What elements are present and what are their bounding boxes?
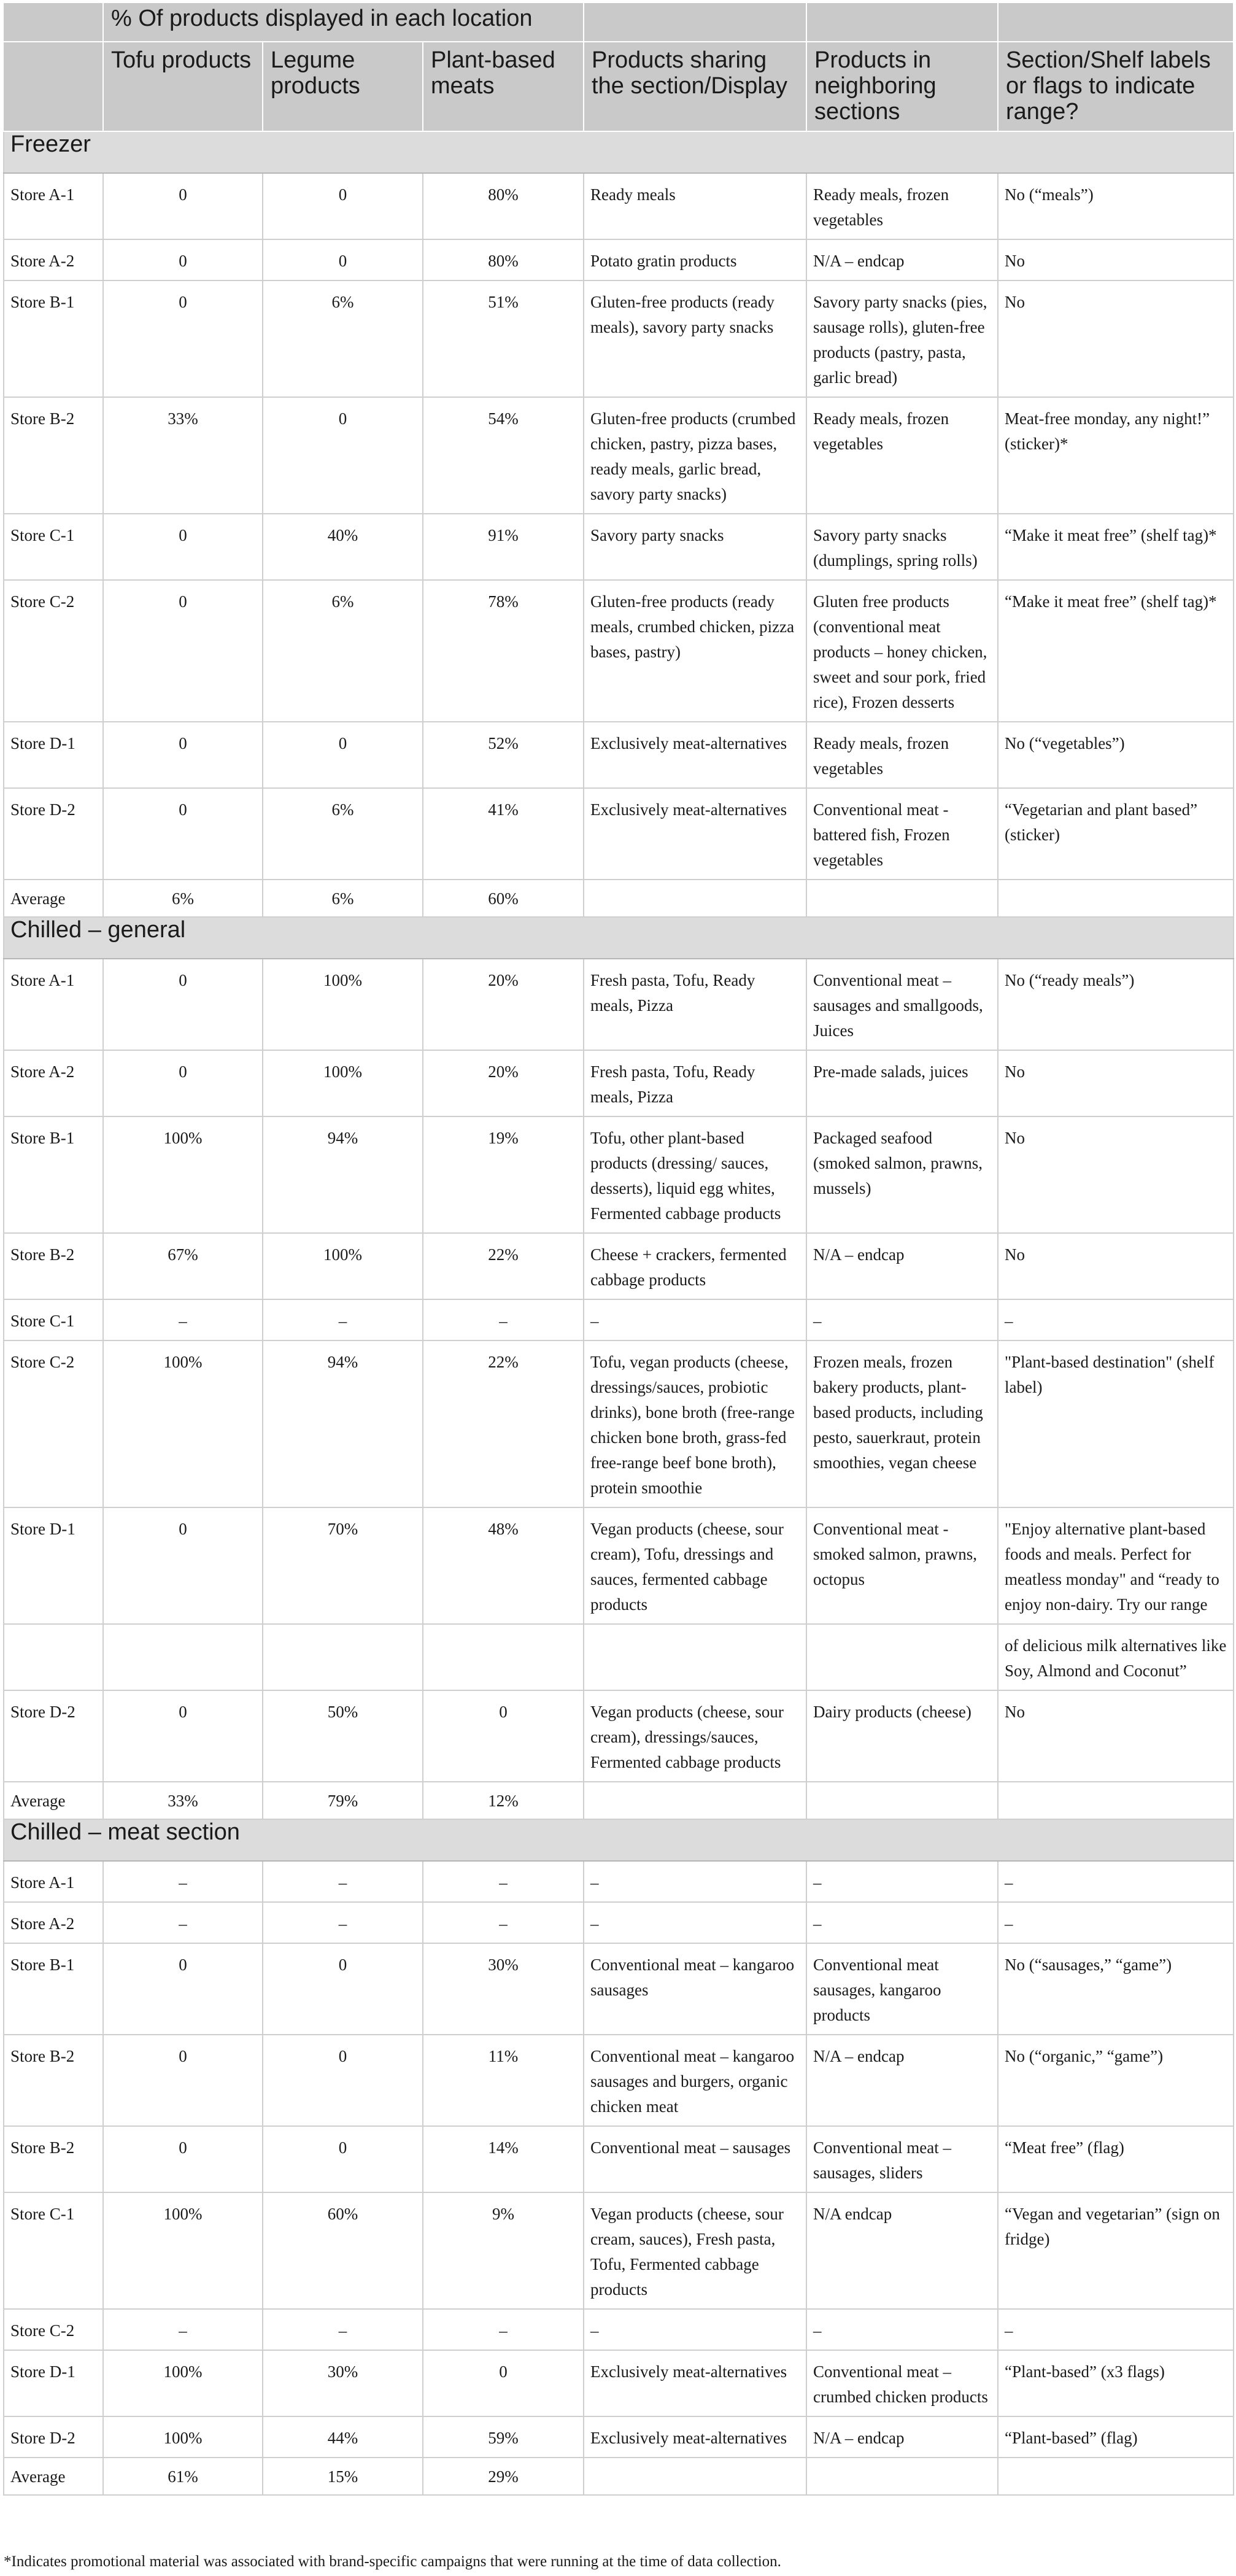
labels-cell: “Make it meat free” (shelf tag)*: [998, 580, 1234, 722]
legume-cell: 94%: [263, 1340, 423, 1507]
column-header-labels: Section/Shelf labels or flags to indicate range?: [998, 42, 1234, 131]
legume-cell: 0: [263, 173, 423, 239]
sharing-cell: –: [584, 1861, 806, 1902]
table-header: [4, 3, 1234, 131]
tofu-cell: 6%: [103, 880, 263, 917]
plant-based-meats-cell: 12%: [423, 1782, 584, 1819]
plant-based-meats-cell: [423, 1624, 584, 1690]
tofu-cell: –: [103, 1861, 263, 1902]
plant-based-meats-cell: 22%: [423, 1340, 584, 1507]
sharing-cell: Vegan products (cheese, sour cream, sauces), Fresh pasta, Tofu, Fermented cabbage products: [584, 2192, 806, 2309]
table-row: [4, 1943, 1234, 2035]
plant-based-meats-cell: 0: [423, 2350, 584, 2416]
tofu-cell: 0: [103, 722, 263, 788]
store-cell: [4, 1624, 103, 1690]
sharing-cell: Vegan products (cheese, sour cream), Tofu, dressings and sauces, fermented cabbage products: [584, 1507, 806, 1624]
store-cell: Average: [4, 2458, 103, 2495]
column-header-plant-based-meats: Plant-based meats: [423, 42, 584, 131]
header-blank-cell: [998, 3, 1234, 42]
labels-cell: [998, 880, 1234, 917]
data-table: [3, 3, 1234, 2496]
labels-cell: No: [998, 239, 1234, 280]
labels-cell: No (“ready meals”): [998, 959, 1234, 1050]
neighboring-cell: N/A – endcap: [806, 1233, 998, 1299]
labels-cell: No (“sausages,” “game”): [998, 1943, 1234, 2035]
store-cell: Store B-2: [4, 2126, 103, 2192]
sharing-cell: –: [584, 1902, 806, 1943]
legume-cell: 0: [263, 2035, 423, 2126]
plant-based-meats-cell: 0: [423, 1690, 584, 1782]
labels-cell: –: [998, 1861, 1234, 1902]
header-blank-cell: [806, 3, 998, 42]
tofu-cell: 100%: [103, 1116, 263, 1233]
store-cell: Store D-2: [4, 2416, 103, 2458]
neighboring-cell: Pre-made salads, juices: [806, 1050, 998, 1116]
legume-cell: 0: [263, 397, 423, 514]
store-cell: Store A-1: [4, 1861, 103, 1902]
average-row: [4, 2458, 1234, 2495]
labels-cell: "Enjoy alternative plant-based foods and meals. Perfect for meatless monday" and “ready to enjoy non-dairy. Try our range: [998, 1507, 1234, 1624]
table-row: [4, 1861, 1234, 1902]
legume-cell: 79%: [263, 1782, 423, 1819]
labels-cell: “Make it meat free” (shelf tag)*: [998, 514, 1234, 580]
tofu-cell: 0: [103, 2126, 263, 2192]
table-row: [4, 580, 1234, 722]
legume-cell: 100%: [263, 1050, 423, 1116]
legume-cell: 0: [263, 722, 423, 788]
plant-based-meats-cell: 11%: [423, 2035, 584, 2126]
labels-cell: –: [998, 1902, 1234, 1943]
table-row: [4, 239, 1234, 280]
table-row: [4, 280, 1234, 397]
plant-based-meats-cell: 30%: [423, 1943, 584, 2035]
footnote: *Indicates promotional material was associated with brand-specific campaigns that were running at the time of data collection.: [4, 2553, 781, 2570]
store-cell: Store A-1: [4, 959, 103, 1050]
average-row: [4, 880, 1234, 917]
plant-based-meats-cell: 52%: [423, 722, 584, 788]
tofu-cell: 100%: [103, 2350, 263, 2416]
table-row: [4, 2309, 1234, 2350]
store-cell: Store C-2: [4, 1340, 103, 1507]
store-cell: Store B-1: [4, 1943, 103, 2035]
tofu-cell: 100%: [103, 2416, 263, 2458]
table-row: [4, 397, 1234, 514]
sharing-cell: Cheese + crackers, fermented cabbage products: [584, 1233, 806, 1299]
store-cell: Store C-1: [4, 2192, 103, 2309]
legume-cell: 40%: [263, 514, 423, 580]
tofu-cell: 0: [103, 514, 263, 580]
sharing-cell: Conventional meat – sausages: [584, 2126, 806, 2192]
legume-cell: 0: [263, 239, 423, 280]
plant-based-meats-cell: 80%: [423, 239, 584, 280]
table-row: [4, 173, 1234, 239]
sharing-cell: Conventional meat – kangaroo sausages: [584, 1943, 806, 2035]
plant-based-meats-cell: 9%: [423, 2192, 584, 2309]
neighboring-cell: N/A endcap: [806, 2192, 998, 2309]
legume-cell: 15%: [263, 2458, 423, 2495]
sharing-cell: Exclusively meat-alternatives: [584, 2416, 806, 2458]
average-row: [4, 1782, 1234, 1819]
tofu-cell: 0: [103, 580, 263, 722]
header-row-columns: [4, 42, 1234, 131]
neighboring-cell: [806, 880, 998, 917]
legume-cell: 44%: [263, 2416, 423, 2458]
labels-cell: "Plant-based destination" (shelf label): [998, 1340, 1234, 1507]
table-row: [4, 1902, 1234, 1943]
section-title: Chilled – general: [4, 917, 1234, 959]
plant-based-meats-cell: 29%: [423, 2458, 584, 2495]
table-row: [4, 1116, 1234, 1233]
neighboring-cell: Savory party snacks (pies, sausage rolls), gluten-free products (pastry, pasta, garlic bread): [806, 280, 998, 397]
plant-based-meats-cell: 51%: [423, 280, 584, 397]
legume-cell: 6%: [263, 280, 423, 397]
column-header-legume: Legume products: [263, 42, 423, 131]
table-row: [4, 1233, 1234, 1299]
neighboring-cell: –: [806, 2309, 998, 2350]
legume-cell: –: [263, 2309, 423, 2350]
store-cell: Store D-2: [4, 788, 103, 880]
sharing-cell: Conventional meat – kangaroo sausages and burgers, organic chicken meat: [584, 2035, 806, 2126]
store-cell: Store B-1: [4, 280, 103, 397]
plant-based-meats-cell: –: [423, 1902, 584, 1943]
legume-cell: 0: [263, 2126, 423, 2192]
header-row-group: [4, 3, 1234, 42]
neighboring-cell: Conventional meat sausages, kangaroo products: [806, 1943, 998, 2035]
sharing-cell: Exclusively meat-alternatives: [584, 722, 806, 788]
section-title: Chilled – meat section: [4, 1819, 1234, 1861]
table-row: [4, 1299, 1234, 1340]
sharing-cell: Exclusively meat-alternatives: [584, 788, 806, 880]
table-row: [4, 2192, 1234, 2309]
plant-based-meats-cell: –: [423, 1861, 584, 1902]
neighboring-cell: Ready meals, frozen vegetables: [806, 397, 998, 514]
sharing-cell: Tofu, other plant-based products (dressing/ sauces, desserts), liquid egg whites, Fermented cabbage products: [584, 1116, 806, 1233]
legume-cell: –: [263, 1902, 423, 1943]
section-header-row: [4, 917, 1234, 959]
neighboring-cell: Ready meals, frozen vegetables: [806, 173, 998, 239]
store-cell: Average: [4, 1782, 103, 1819]
neighboring-cell: N/A – endcap: [806, 2035, 998, 2126]
tofu-cell: 0: [103, 173, 263, 239]
neighboring-cell: Packaged seafood (smoked salmon, prawns, mussels): [806, 1116, 998, 1233]
store-cell: Store B-2: [4, 2035, 103, 2126]
tofu-cell: 0: [103, 280, 263, 397]
plant-based-meats-cell: 80%: [423, 173, 584, 239]
neighboring-cell: Dairy products (cheese): [806, 1690, 998, 1782]
tofu-cell: 0: [103, 1507, 263, 1624]
neighboring-cell: Conventional meat - battered fish, Frozen vegetables: [806, 788, 998, 880]
plant-based-meats-cell: –: [423, 1299, 584, 1340]
column-header-tofu: Tofu products: [103, 42, 263, 131]
section-header-row: [4, 1819, 1234, 1861]
tofu-cell: –: [103, 1902, 263, 1943]
header-blank-cell: [584, 3, 806, 42]
legume-cell: –: [263, 1861, 423, 1902]
header-group-label: % Of products displayed in each location: [103, 3, 584, 42]
plant-based-meats-cell: 41%: [423, 788, 584, 880]
neighboring-cell: [806, 1782, 998, 1819]
plant-based-meats-cell: –: [423, 2309, 584, 2350]
tofu-cell: 33%: [103, 1782, 263, 1819]
legume-cell: 6%: [263, 880, 423, 917]
labels-cell: [998, 2458, 1234, 2495]
column-header-store: [4, 42, 103, 131]
legume-cell: 100%: [263, 959, 423, 1050]
labels-cell: “Vegan and vegetarian” (sign on fridge): [998, 2192, 1234, 2309]
table-row: [4, 2350, 1234, 2416]
sharing-cell: Gluten-free products (ready meals), savory party snacks: [584, 280, 806, 397]
sharing-cell: [584, 1782, 806, 1819]
tofu-cell: 33%: [103, 397, 263, 514]
labels-cell: “Vegetarian and plant based” (sticker): [998, 788, 1234, 880]
sharing-cell: Exclusively meat-alternatives: [584, 2350, 806, 2416]
store-cell: Store A-2: [4, 1050, 103, 1116]
labels-cell: Meat-free monday, any night!” (sticker)*: [998, 397, 1234, 514]
plant-based-meats-cell: 78%: [423, 580, 584, 722]
store-cell: Store B-2: [4, 397, 103, 514]
plant-based-meats-cell: 60%: [423, 880, 584, 917]
neighboring-cell: [806, 2458, 998, 2495]
table-row: [4, 2035, 1234, 2126]
neighboring-cell: –: [806, 1299, 998, 1340]
sharing-cell: [584, 1624, 806, 1690]
labels-cell: No (“organic,” “game”): [998, 2035, 1234, 2126]
labels-cell: “Meat free” (flag): [998, 2126, 1234, 2192]
tofu-cell: 0: [103, 1050, 263, 1116]
tofu-cell: –: [103, 2309, 263, 2350]
legume-cell: [263, 1624, 423, 1690]
legume-cell: 50%: [263, 1690, 423, 1782]
table-row: [4, 1507, 1234, 1624]
neighboring-cell: Savory party snacks (dumplings, spring rolls): [806, 514, 998, 580]
plant-based-meats-cell: 59%: [423, 2416, 584, 2458]
sharing-cell: [584, 880, 806, 917]
neighboring-cell: Conventional meat – sausages and smallgoods, Juices: [806, 959, 998, 1050]
neighboring-cell: Conventional meat – crumbed chicken products: [806, 2350, 998, 2416]
labels-cell: –: [998, 2309, 1234, 2350]
tofu-cell: 61%: [103, 2458, 263, 2495]
labels-cell: No: [998, 1233, 1234, 1299]
plant-based-meats-cell: 22%: [423, 1233, 584, 1299]
table-row: [4, 722, 1234, 788]
plant-based-meats-cell: 48%: [423, 1507, 584, 1624]
labels-cell: No: [998, 1690, 1234, 1782]
store-cell: Store D-1: [4, 1507, 103, 1624]
neighboring-cell: [806, 1624, 998, 1690]
labels-cell: No: [998, 1116, 1234, 1233]
table-row: [4, 2416, 1234, 2458]
legume-cell: 6%: [263, 788, 423, 880]
store-cell: Average: [4, 880, 103, 917]
sharing-cell: Tofu, vegan products (cheese, dressings/sauces, probiotic drinks), bone broth (free-range chicken bone broth, grass-fed free-range beef bone broth), protein smoothie: [584, 1340, 806, 1507]
plant-based-meats-cell: 19%: [423, 1116, 584, 1233]
table-row: [4, 959, 1234, 1050]
plant-based-meats-cell: 91%: [423, 514, 584, 580]
sharing-cell: Vegan products (cheese, sour cream), dressings/sauces, Fermented cabbage products: [584, 1690, 806, 1782]
store-cell: Store C-1: [4, 1299, 103, 1340]
tofu-cell: 0: [103, 1943, 263, 2035]
neighboring-cell: Ready meals, frozen vegetables: [806, 722, 998, 788]
labels-cell: of delicious milk alternatives like Soy, Almond and Coconut”: [998, 1624, 1234, 1690]
labels-cell: No: [998, 280, 1234, 397]
labels-cell: No: [998, 1050, 1234, 1116]
plant-based-meats-cell: 20%: [423, 1050, 584, 1116]
tofu-cell: 0: [103, 1690, 263, 1782]
sharing-cell: [584, 2458, 806, 2495]
table-row: [4, 1340, 1234, 1507]
store-cell: Store A-1: [4, 173, 103, 239]
neighboring-cell: –: [806, 1861, 998, 1902]
labels-cell: No (“vegetables”): [998, 722, 1234, 788]
tofu-cell: [103, 1624, 263, 1690]
tofu-cell: 0: [103, 2035, 263, 2126]
sharing-cell: Savory party snacks: [584, 514, 806, 580]
store-cell: Store D-1: [4, 722, 103, 788]
legume-cell: 70%: [263, 1507, 423, 1624]
legume-cell: 0: [263, 1943, 423, 2035]
store-cell: Store A-2: [4, 239, 103, 280]
tofu-cell: 100%: [103, 2192, 263, 2309]
legume-cell: 100%: [263, 1233, 423, 1299]
store-cell: Store D-2: [4, 1690, 103, 1782]
table-row: [4, 1050, 1234, 1116]
sharing-cell: Potato gratin products: [584, 239, 806, 280]
sharing-cell: –: [584, 1299, 806, 1340]
neighboring-cell: Frozen meals, frozen bakery products, plant-based products, including pesto, sauerkraut, protein smoothies, vegan cheese: [806, 1340, 998, 1507]
table-row: [4, 514, 1234, 580]
sharing-cell: Fresh pasta, Tofu, Ready meals, Pizza: [584, 1050, 806, 1116]
tofu-cell: 100%: [103, 1340, 263, 1507]
header-blank-cell: [4, 3, 103, 42]
store-cell: Store A-2: [4, 1902, 103, 1943]
plant-based-meats-cell: 20%: [423, 959, 584, 1050]
table-body: [4, 131, 1234, 2495]
table-row: [4, 788, 1234, 880]
sharing-cell: Gluten-free products (ready meals, crumbed chicken, pizza bases, pastry): [584, 580, 806, 722]
legume-cell: 6%: [263, 580, 423, 722]
neighboring-cell: Conventional meat – sausages, sliders: [806, 2126, 998, 2192]
sharing-cell: Fresh pasta, Tofu, Ready meals, Pizza: [584, 959, 806, 1050]
store-cell: Store B-1: [4, 1116, 103, 1233]
section-header-row: [4, 131, 1234, 173]
tofu-cell: 0: [103, 959, 263, 1050]
tofu-cell: 0: [103, 788, 263, 880]
table-row: [4, 2126, 1234, 2192]
neighboring-cell: Conventional meat - smoked salmon, prawns, octopus: [806, 1507, 998, 1624]
labels-cell: “Plant-based” (x3 flags): [998, 2350, 1234, 2416]
labels-cell: [998, 1782, 1234, 1819]
table-row: [4, 1690, 1234, 1782]
sharing-cell: Ready meals: [584, 173, 806, 239]
neighboring-cell: Gluten free products (conventional meat products – honey chicken, sweet and sour pork, fried rice), Frozen desserts: [806, 580, 998, 722]
labels-cell: No (“meals”): [998, 173, 1234, 239]
store-cell: Store C-1: [4, 514, 103, 580]
tofu-cell: –: [103, 1299, 263, 1340]
labels-cell: –: [998, 1299, 1234, 1340]
tofu-cell: 0: [103, 239, 263, 280]
column-header-sharing: Products sharing the section/Display: [584, 42, 806, 131]
legume-cell: 30%: [263, 2350, 423, 2416]
store-cell: Store D-1: [4, 2350, 103, 2416]
legume-cell: 94%: [263, 1116, 423, 1233]
legume-cell: 60%: [263, 2192, 423, 2309]
legume-cell: –: [263, 1299, 423, 1340]
store-cell: Store B-2: [4, 1233, 103, 1299]
table-row: [4, 1624, 1234, 1690]
sharing-cell: –: [584, 2309, 806, 2350]
labels-cell: “Plant-based” (flag): [998, 2416, 1234, 2458]
neighboring-cell: –: [806, 1902, 998, 1943]
sharing-cell: Gluten-free products (crumbed chicken, pastry, pizza bases, ready meals, garlic bread, savory party snacks): [584, 397, 806, 514]
plant-based-meats-cell: 54%: [423, 397, 584, 514]
store-cell: Store C-2: [4, 580, 103, 722]
neighboring-cell: N/A – endcap: [806, 2416, 998, 2458]
section-title: Freezer: [4, 131, 1234, 173]
tofu-cell: 67%: [103, 1233, 263, 1299]
store-cell: Store C-2: [4, 2309, 103, 2350]
neighboring-cell: N/A – endcap: [806, 239, 998, 280]
column-header-neighboring: Products in neighboring sections: [806, 42, 998, 131]
plant-based-meats-cell: 14%: [423, 2126, 584, 2192]
